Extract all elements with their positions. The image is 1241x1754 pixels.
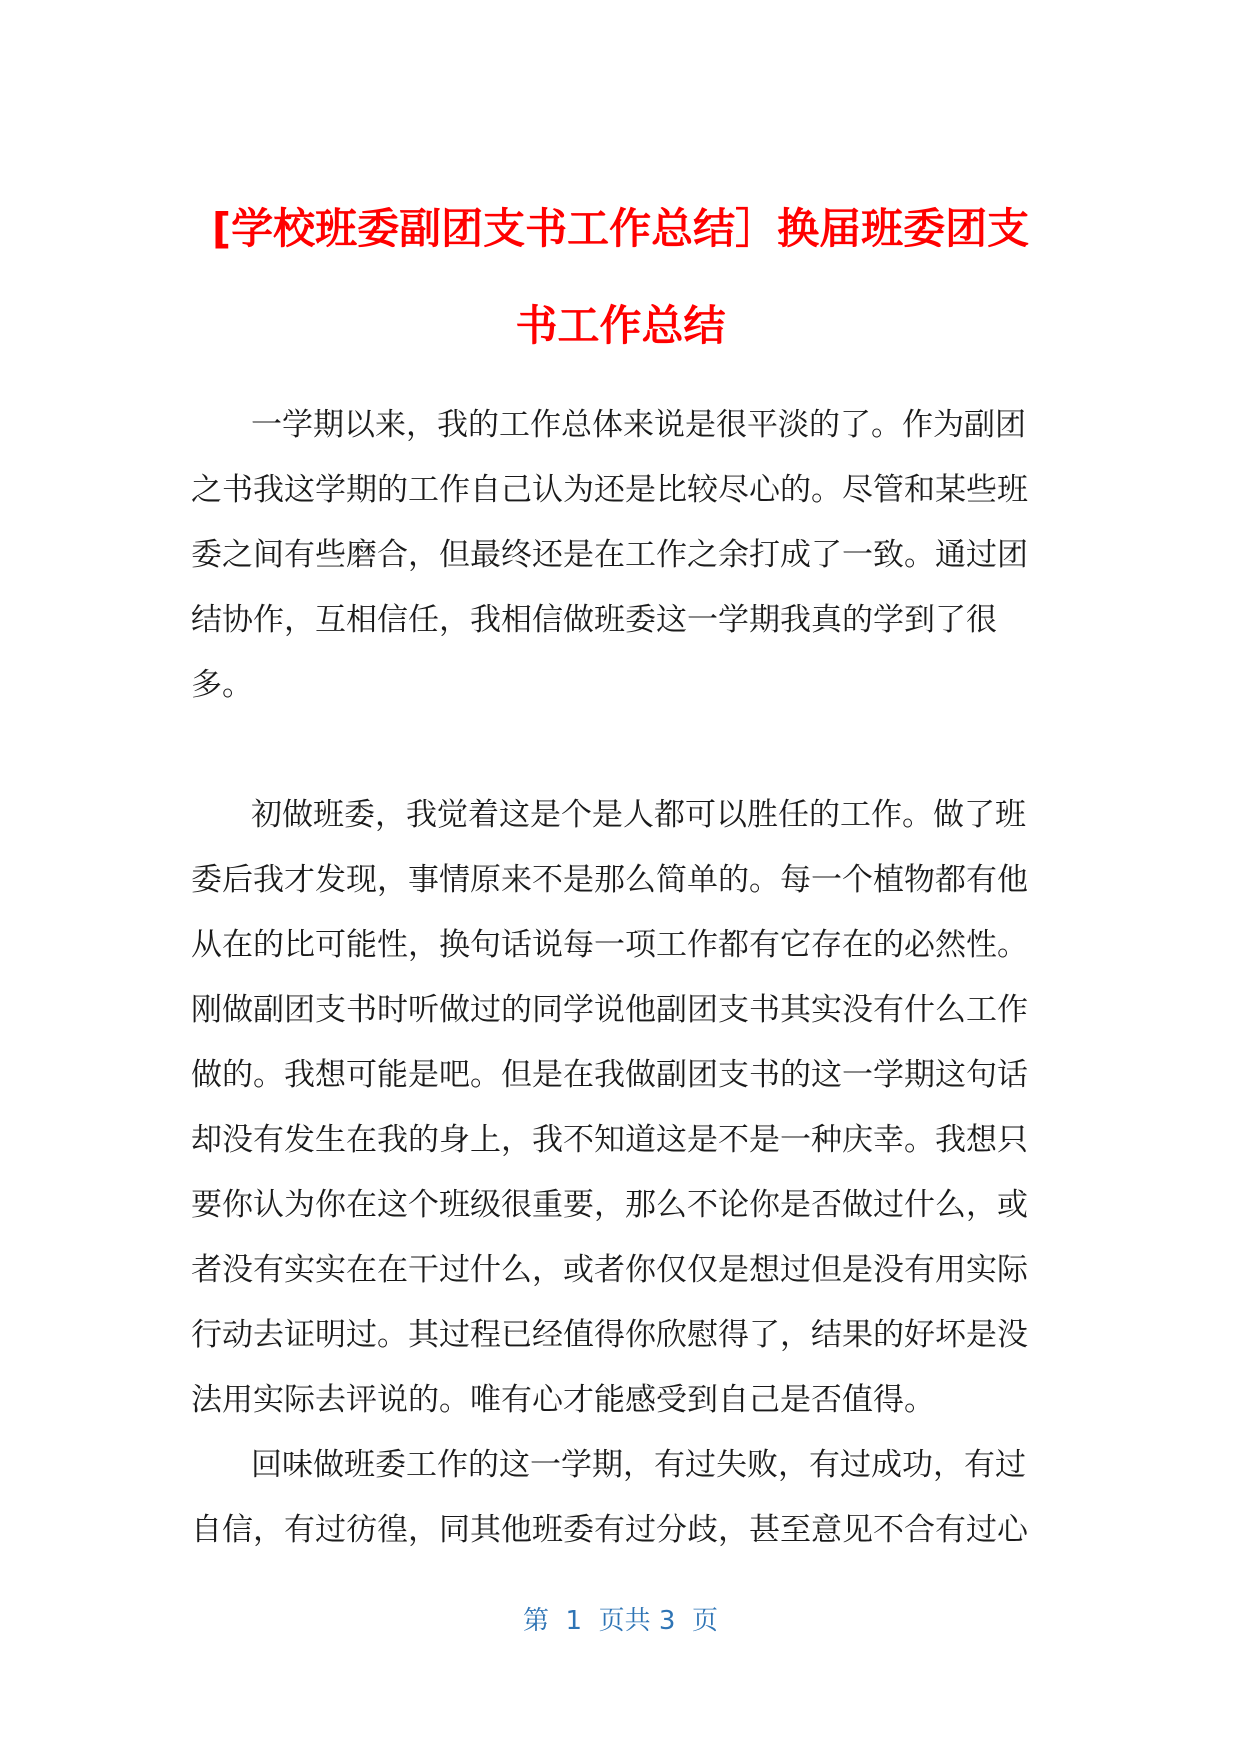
paragraph-line: 行动去证明过。其过程已经值得你欣慰得了，结果的好坏是没 (191, 1317, 1028, 1353)
paragraph-line: 做的。我想可能是吧。但是在我做副团支书的这一学期这句话 (191, 1057, 1028, 1093)
page-number-footer: 第 1 页共 3 页 (523, 1606, 718, 1636)
paragraph-line: 刚做副团支书时听做过的同学说他副团支书其实没有什么工作 (191, 992, 1028, 1028)
paragraph-line: 自信，有过彷徨，同其他班委有过分歧，甚至意见不合有过心 (191, 1512, 1028, 1548)
paragraph-3 (191, 1433, 1071, 1563)
document-title-line-1: [学校班委副团支书工作总结］换届班委团支 (211, 204, 1030, 253)
paragraph-line: 初做班委，我觉着这是个是人都可以胜任的工作。做了班 (251, 797, 1026, 833)
paragraph-1 (191, 393, 1071, 718)
paragraph-line: 结协作，互相信任，我相信做班委这一学期我真的学到了很 (191, 602, 997, 638)
paragraph-line: 委之间有些磨合，但最终还是在工作之余打成了一致。通过团 (191, 537, 1028, 573)
paragraph-line: 一学期以来，我的工作总体来说是很平淡的了。作为副团 (251, 407, 1026, 443)
paragraph-line: 要你认为你在这个班级很重要，那么不论你是否做过什么，或 (191, 1187, 1028, 1223)
paragraph-line: 委后我才发现，事情原来不是那么简单的。每一个植物都有他 (191, 862, 1028, 898)
paragraph-line: 从在的比可能性，换句话说每一项工作都有它存在的必然性。 (191, 927, 1028, 963)
paragraph-line: 者没有实实在在干过什么，或者你仅仅是想过但是没有用实际 (191, 1252, 1028, 1288)
paragraph-line: 法用实际去评说的。唯有心才能感受到自己是否值得。 (191, 1382, 935, 1418)
paragraph-line: 回味做班委工作的这一学期，有过失败，有过成功，有过 (251, 1447, 1026, 1483)
paragraph-2 (191, 783, 1071, 1433)
paragraph-line: 多。 (191, 667, 253, 703)
paragraph-line: 却没有发生在我的身上，我不知道这是不是一种庆幸。我想只 (191, 1122, 1028, 1158)
paragraph-line: 之书我这学期的工作自己认为还是比较尽心的。尽管和某些班 (191, 472, 1028, 508)
document-title-line-2: 书工作总结 (515, 301, 726, 350)
